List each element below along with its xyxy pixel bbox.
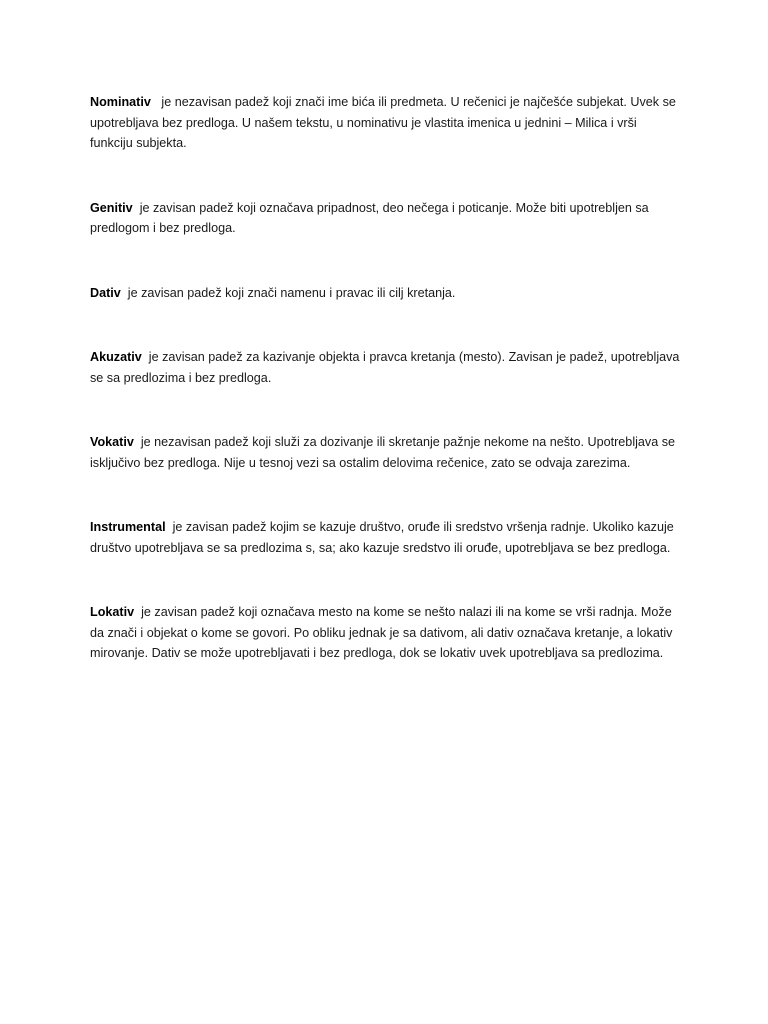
paragraph-akuzativ (90, 347, 680, 388)
term-instrumental: Instrumental (90, 520, 166, 534)
definition-nominativ: je nezavisan padež koji znači ime bića ili predmeta. U rečenici je najčešće subjekat. Uvek se upotrebljava bez predloga. U našem tekstu, u nominativu je vlastita imenica u jednini – Milica i vrši funkciju subjekta. (90, 95, 676, 150)
definition-dativ: je zavisan padež koji znači namenu i pravac ili cilj kretanja. (127, 285, 456, 300)
term-nominativ: Nominativ (90, 95, 151, 109)
definition-instrumental: je zavisan padež kojim se kazuje društvo, oruđe ili sredstvo vršenja radnje. Ukoliko kazuje društvo upotrebljava se sa predlozima s, sa; ako kazuje sredstvo ili oruđe, upotrebljava se bez predloga. (90, 520, 674, 555)
definition-vokativ: je nezavisan padež koji služi za dozivanje ili skretanje pažnje nekome na nešto. Upotrebljava se isključivo bez predloga. Nije u tesnoj vezi sa ostalim delovima rečenice, zato se odvaja zarezima. (90, 435, 676, 470)
paragraph-instrumental (90, 517, 680, 558)
paragraph-vokativ (90, 432, 680, 473)
paragraph-lokativ (90, 602, 680, 664)
term-akuzativ: Akuzativ (90, 350, 142, 364)
document-body (90, 92, 680, 664)
paragraph-genitiv (90, 198, 680, 239)
term-dativ: Dativ (90, 285, 121, 300)
paragraph-dativ (90, 283, 680, 304)
term-genitiv: Genitiv (90, 200, 133, 215)
definition-akuzativ: je zavisan padež za kazivanje objekta i pravca kretanja (mesto). Zavisan je padež, upotrebljava se sa predlozima i bez predloga. (90, 350, 680, 385)
term-vokativ: Vokativ (90, 435, 134, 449)
paragraph-nominativ (90, 92, 680, 154)
term-lokativ: Lokativ (90, 605, 135, 619)
definition-genitiv: je zavisan padež koji označava pripadnost, deo nečega i poticanje. Može biti upotrebljen sa predlogom i bez predloga. (90, 200, 649, 235)
definition-lokativ: je zavisan padež koji označava mesto na kome se nešto nalazi ili na kome se vrši radnja. Može da znači i objekat o kome se govori. Po obliku jednak je sa dativom, ali dativ označava kretanje, a lokativ mirovanje. Dativ se može upotrebljavati i bez predloga, dok se lokativ uvek upotrebljava sa predlozima. (90, 605, 673, 660)
